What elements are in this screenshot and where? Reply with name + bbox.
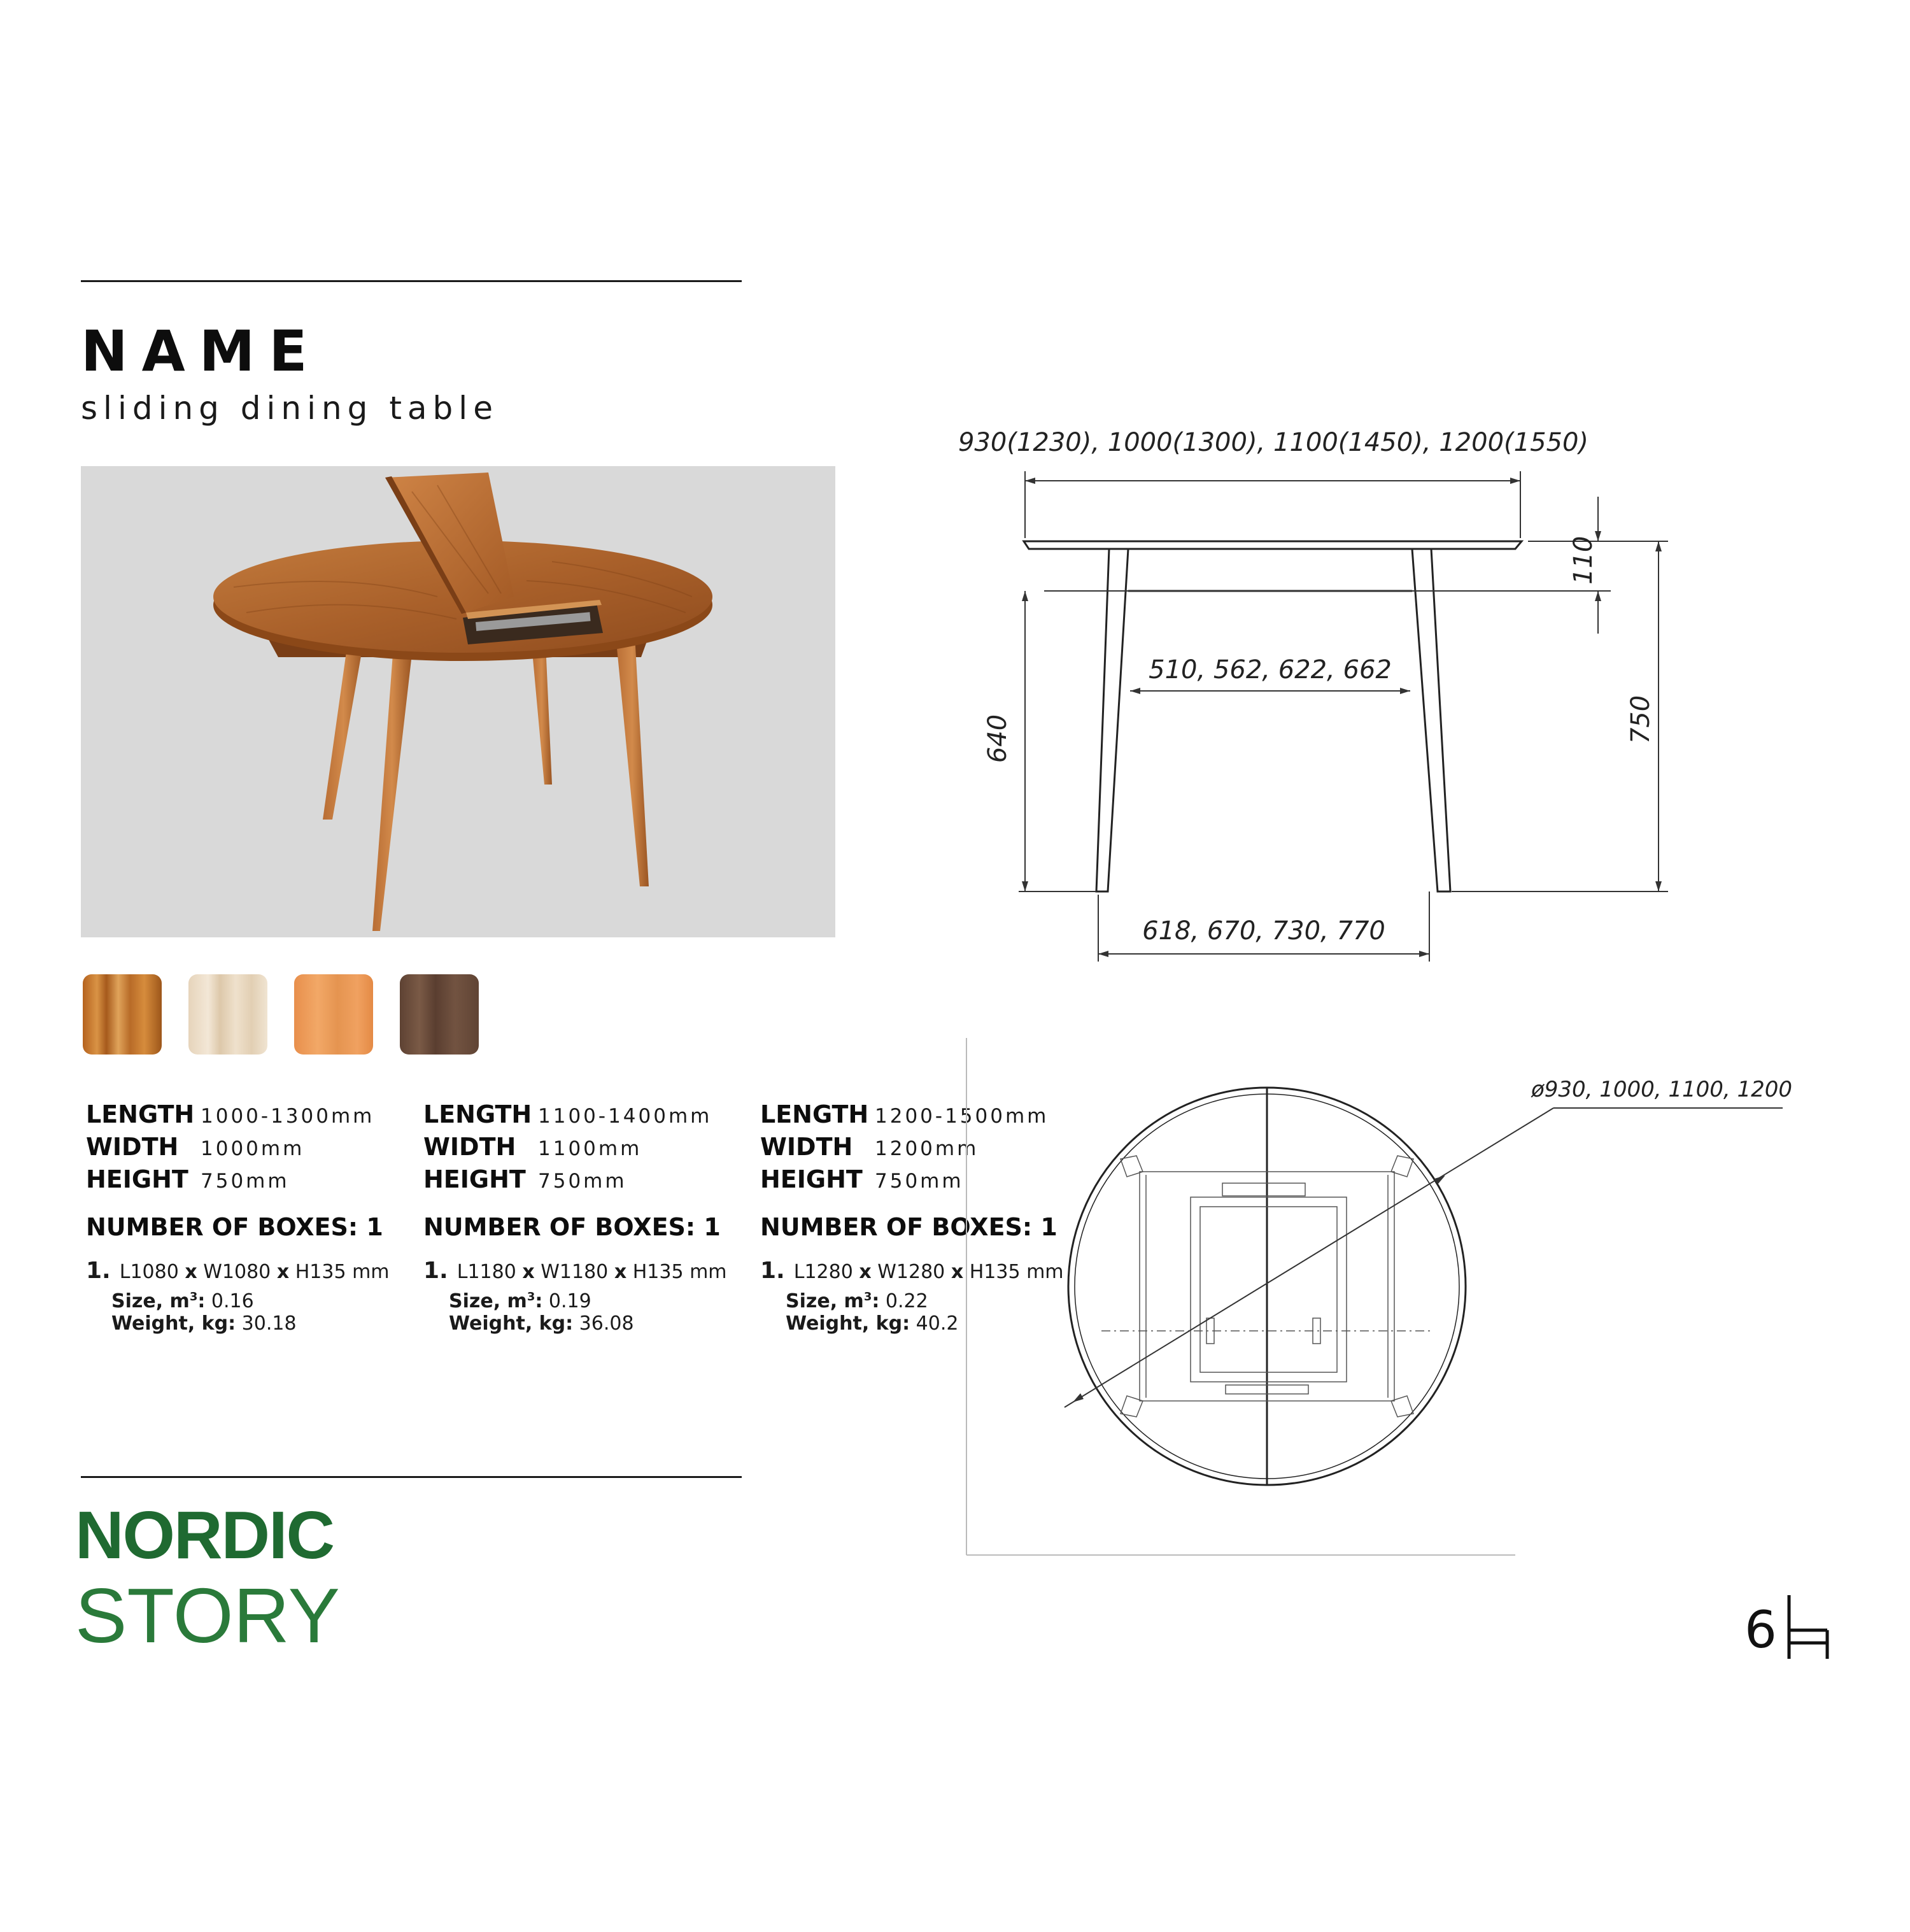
width-row — [86, 1133, 417, 1165]
package-height: H135 mm — [295, 1261, 390, 1283]
package-height: H135 mm — [969, 1261, 1064, 1283]
spec-column-2 — [423, 1100, 754, 1337]
table-photo-illustration — [81, 466, 835, 937]
package-dimensions — [86, 1258, 417, 1284]
width-label: WIDTH — [423, 1133, 516, 1161]
product-photo — [81, 466, 835, 937]
width-value: 1200mm — [875, 1137, 979, 1160]
length-row — [86, 1100, 417, 1133]
finish-swatch-oak[interactable] — [83, 974, 162, 1055]
dim-apron-height: 110 — [1569, 536, 1598, 585]
size-value: 0.16 — [211, 1290, 254, 1312]
bottom-divider — [81, 1476, 742, 1478]
size-unit-sup: 3 — [863, 1290, 872, 1303]
package-dimensions — [423, 1258, 754, 1284]
length-value: 1000-1300mm — [201, 1105, 375, 1128]
width-value: 1100mm — [538, 1137, 642, 1160]
size-value: 0.22 — [885, 1290, 928, 1312]
weight-label: Weight, kg: — [111, 1312, 236, 1335]
length-label: LENGTH — [86, 1100, 195, 1128]
boxes-count: NUMBER OF BOXES: 1 — [760, 1213, 1058, 1241]
height-label: HEIGHT — [760, 1165, 863, 1193]
package-width: W1180 — [541, 1261, 609, 1283]
size-label: Size, m — [786, 1290, 864, 1312]
spec-column-1 — [86, 1100, 417, 1337]
weight-value: 30.18 — [241, 1312, 297, 1335]
times-sign: x — [614, 1261, 627, 1283]
weight-label: Weight, kg: — [786, 1312, 910, 1335]
package-number: 1. — [423, 1258, 448, 1284]
width-value: 1000mm — [201, 1137, 305, 1160]
finish-swatch-white-oak[interactable] — [188, 974, 267, 1055]
package-size: Size, $m^3$: 0.16 — [111, 1290, 254, 1312]
dim-leg-height: 640 — [983, 714, 1012, 764]
width-label: WIDTH — [86, 1133, 179, 1161]
seat-count — [1744, 1592, 1840, 1662]
plan-view-drawing — [955, 1032, 1834, 1573]
length-value: 1100-1400mm — [538, 1105, 712, 1128]
package-weight — [449, 1310, 754, 1337]
finish-swatch-walnut[interactable] — [400, 974, 479, 1055]
dim-inner-span: 510, 562, 622, 662 — [1149, 655, 1392, 685]
height-value: 750mm — [538, 1170, 627, 1193]
size-unit-sup: 3 — [527, 1290, 535, 1303]
top-divider — [81, 280, 742, 282]
size-label: Size, m — [111, 1290, 190, 1312]
package-length: L1180 — [456, 1261, 516, 1283]
weight-label: Weight, kg: — [449, 1312, 574, 1335]
times-sign: x — [522, 1261, 535, 1283]
height-value: 750mm — [875, 1170, 964, 1193]
dim-total-height: 750 — [1626, 695, 1655, 744]
package-size: Size, $m^3$: 0.22 — [786, 1290, 928, 1312]
times-sign: x — [276, 1261, 290, 1283]
package-height: H135 mm — [632, 1261, 727, 1283]
height-row — [423, 1165, 754, 1198]
size-value: 0.19 — [548, 1290, 591, 1312]
dim-foot-span: 618, 670, 730, 770 — [1142, 916, 1385, 946]
chair-icon — [1783, 1592, 1834, 1662]
boxes-count: NUMBER OF BOXES: 1 — [423, 1213, 721, 1241]
size-label: Size, m — [449, 1290, 527, 1312]
package-length: L1280 — [793, 1261, 853, 1283]
brand-logo-nordic: NORDIC — [75, 1498, 334, 1573]
length-value: 1200-1500mm — [875, 1105, 1049, 1128]
height-value: 750mm — [201, 1170, 290, 1193]
package-width: W1280 — [877, 1261, 945, 1283]
height-label: HEIGHT — [423, 1165, 526, 1193]
weight-value: 40.2 — [916, 1312, 959, 1335]
times-sign: x — [859, 1261, 872, 1283]
package-width: W1080 — [203, 1261, 271, 1283]
seat-count-number: 6 — [1744, 1600, 1777, 1659]
package-number: 1. — [86, 1258, 111, 1284]
dim-top-length: 930(1230), 1000(1300), 1100(1450), 1200(1550) — [958, 428, 1589, 457]
package-number: 1. — [760, 1258, 785, 1284]
side-elevation-drawing — [955, 408, 1719, 981]
length-label: LENGTH — [423, 1100, 532, 1128]
width-label: WIDTH — [760, 1133, 853, 1161]
boxes-count: NUMBER OF BOXES: 1 — [86, 1213, 383, 1241]
product-name: NAME — [81, 318, 322, 384]
product-subtitle: sliding dining table — [81, 390, 499, 427]
size-unit-sup: 3 — [189, 1290, 198, 1303]
package-weight — [111, 1310, 417, 1337]
weight-value: 36.08 — [579, 1312, 634, 1335]
height-row — [86, 1165, 417, 1198]
finish-swatch-natural-beech[interactable] — [294, 974, 373, 1055]
dim-diameter: ø930, 1000, 1100, 1200 — [1531, 1077, 1793, 1102]
times-sign: x — [185, 1261, 197, 1283]
width-row — [423, 1133, 754, 1165]
times-sign: x — [951, 1261, 964, 1283]
package-length: L1080 — [119, 1261, 179, 1283]
length-row — [423, 1100, 754, 1133]
package-size: Size, $m^3$: 0.19 — [449, 1290, 591, 1312]
height-label: HEIGHT — [86, 1165, 188, 1193]
length-label: LENGTH — [760, 1100, 869, 1128]
brand-logo-story: STORY — [75, 1572, 340, 1659]
